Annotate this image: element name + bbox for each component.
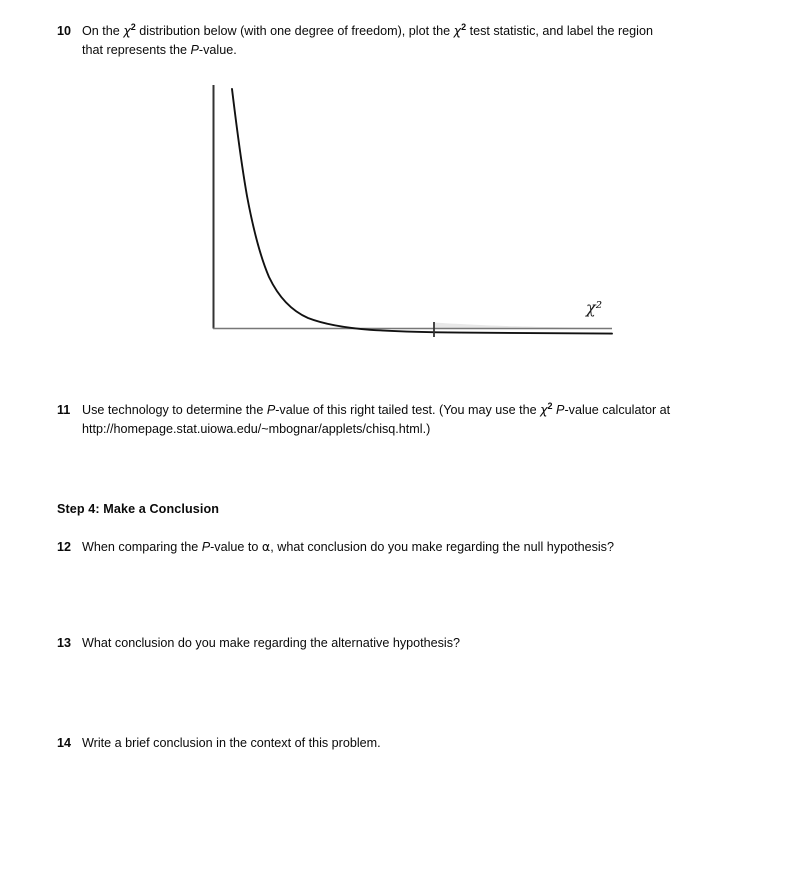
question-13-text: What conclusion do you make regarding the alternative hypothesis? xyxy=(82,636,461,650)
chi-squared-axis-label xyxy=(586,298,602,317)
chi-symbol: χ xyxy=(453,23,462,38)
question-10-number: 10 xyxy=(57,24,72,38)
question-12-text xyxy=(82,538,614,557)
chart-svg xyxy=(195,70,635,355)
q10-line2-part-a: that represents the xyxy=(82,42,191,57)
q11-line1-part-b: -value of this right tailed test. (You may use the xyxy=(275,403,541,417)
question-11-number: 11 xyxy=(57,403,71,417)
question-10-text xyxy=(82,22,653,59)
q11-line1-part-d: -value calculator at xyxy=(564,403,671,417)
question-10-block xyxy=(57,22,757,59)
chi-symbol: χ xyxy=(123,23,131,38)
q12-part-b: -value to xyxy=(210,540,262,554)
p-italic: P xyxy=(190,42,199,57)
alpha-symbol: α xyxy=(261,539,271,554)
q10-line2-part-b: -value. xyxy=(198,42,237,57)
chi-square-density-curve xyxy=(232,89,612,334)
chi-square-distribution-chart xyxy=(195,70,635,355)
p-italic: P xyxy=(266,403,276,417)
q11-line1-part-a: Use technology to determine the xyxy=(82,403,267,417)
question-12-block xyxy=(57,538,757,557)
p-value-shaded-region xyxy=(434,323,612,329)
question-13-number: 13 xyxy=(57,636,72,650)
question-14-number: 14 xyxy=(57,736,72,750)
q10-line1-part-a: On the xyxy=(82,24,124,38)
q10-line1-part-b: distribution below (with one degree of freedom), plot the xyxy=(135,24,454,38)
question-14-block xyxy=(57,734,757,753)
p-italic: P xyxy=(556,403,565,417)
question-14-text: Write a brief conclusion in the context of this problem. xyxy=(82,736,381,750)
chi-exponent: 2 xyxy=(547,400,553,411)
p-italic: P xyxy=(201,540,211,554)
chi-exponent: 2 xyxy=(461,21,467,32)
chi-symbol: χ xyxy=(540,402,548,417)
q11-url: http://homepage.stat.uiowa.edu/~mbognar/applets/chisq.html.) xyxy=(82,421,431,436)
q10-line1-part-c: test statistic, and label the region xyxy=(466,24,653,38)
question-12-number: 12 xyxy=(57,540,72,554)
q12-part-c: , what conclusion do you make regarding the null hypothesis? xyxy=(270,540,614,554)
question-11-block xyxy=(57,401,767,438)
chi-glyph: χ² xyxy=(586,298,603,317)
q12-part-a: When comparing the xyxy=(82,540,202,554)
step-4-heading: Step 4: Make a Conclusion xyxy=(57,502,220,516)
chi-exponent: 2 xyxy=(130,21,136,32)
question-13-block xyxy=(57,634,757,653)
question-11-text xyxy=(82,401,670,438)
